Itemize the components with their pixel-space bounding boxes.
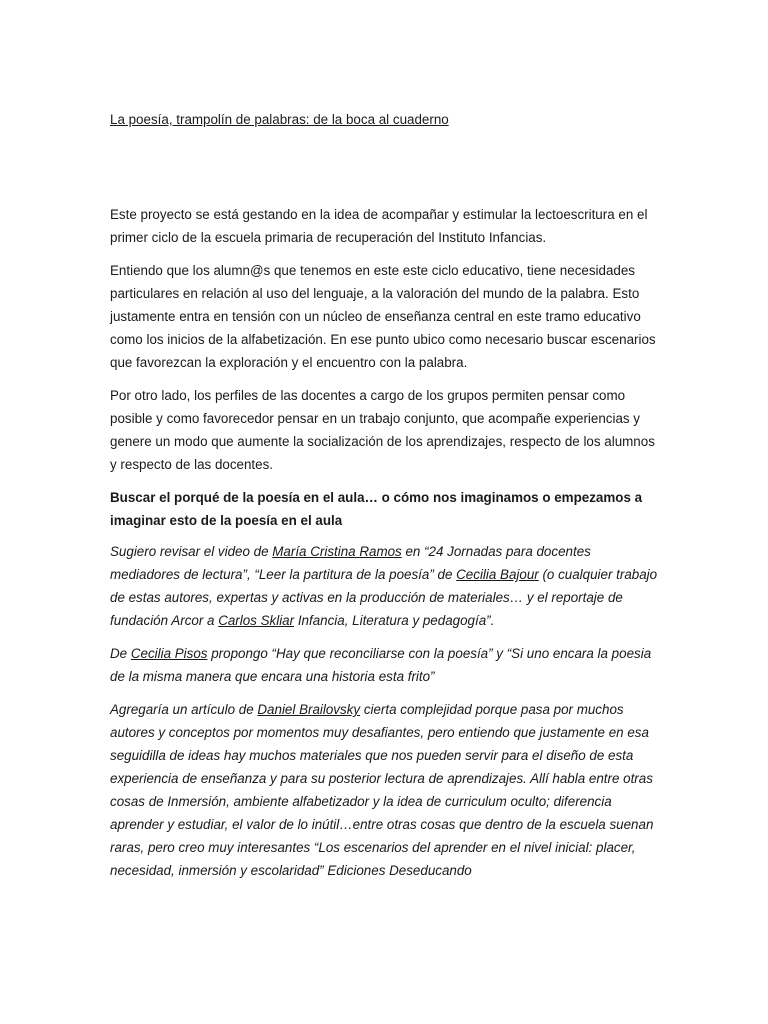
author-link-cecilia-pisos[interactable]: Cecilia Pisos bbox=[130, 646, 208, 661]
paragraph-teachers: Por otro lado, los perfiles de las docentes a cargo de los grupos permiten pensar como posible y como favorecedor pensar en un trabajo conjunto, que acompañe experiencias y genere un modo que aumente la socialización de los aprendizajes, respecto de los alumnos y respecto de las docentes. bbox=[110, 388, 655, 472]
author-link-cecilia-bajour[interactable]: Cecilia Bajour bbox=[456, 567, 539, 582]
paragraph-brailovsky bbox=[110, 698, 662, 882]
text-segment: cierta complejidad porque pasa por muchos autores y conceptos por momentos muy desafiantes, pero entiendo que justamente en esa seguidilla de ideas hay muchos materiales que nos pueden servir para el diseño de esta experiencia de enseñanza y para su posterior lectura de aprendizajes. Allí habla entre otras cosas de Inmersión, ambiente alfabetizador y la idea de curriculum oculto; diferencia aprender y estudiar, el valor de lo inútil…entre otras cosas que dentro de la escuela suenan raras, pero creo muy interesantes “Los escenarios del aprender en el nivel inicial: placer, necesidad, inmersión y escolaridad” Ediciones Deseducando bbox=[110, 702, 654, 878]
paragraph-intro: Este proyecto se está gestando en la idea de acompañar y estimular la lectoescritura en el primer ciclo de la escuela primaria de recuperación del Instituto Infancias. bbox=[110, 207, 648, 245]
document-title: La poesía, trampolín de palabras: de la boca al cuaderno bbox=[110, 112, 449, 127]
text-segment: en “24 Jornadas para docentes mediadores de lectura”, “Leer la partitura de la poesía” de bbox=[110, 544, 591, 582]
paragraph-references bbox=[110, 540, 662, 632]
paragraph-students: Entiendo que los alumn@s que tenemos en este este ciclo educativo, tiene necesidades particulares en relación al uso del lenguaje, a la valoración del mundo de la palabra. Esto justamente entra en tensión con un núcleo de enseñanza central en este tramo educativo como los inicios de la alfabetización. En ese punto ubico como necesario buscar escenarios que favorezcan la exploración y el encuentro con la palabra. bbox=[110, 263, 656, 370]
text-segment: Infancia, Literatura y pedagogía”. bbox=[294, 613, 495, 628]
section-heading: Buscar el porqué de la poesía en el aula… o cómo nos imaginamos o empezamos a imaginar esto de la poesía en el aula bbox=[110, 490, 643, 528]
text-segment: De bbox=[110, 646, 131, 661]
author-link-carlos-skliar[interactable]: Carlos Skliar bbox=[218, 613, 295, 628]
document-page bbox=[110, 110, 662, 892]
text-segment: Sugiero revisar el video de bbox=[110, 544, 273, 559]
text-segment: propongo “Hay que reconciliarse con la poesía” y “Si uno encara la poesia de la misma manera que encara una historia esta frito” bbox=[110, 646, 652, 684]
paragraph-pisos bbox=[110, 642, 662, 688]
text-segment: (o cualquier trabajo de estas autores, expertas y activas en la producción de materiales… y el reportaje de fundación Arcor a bbox=[110, 567, 658, 628]
author-link-daniel-brailovsky[interactable]: Daniel Brailovsky bbox=[257, 702, 361, 717]
text-segment: Agregaría un artículo de bbox=[110, 702, 258, 717]
author-link-maria-cristina-ramos[interactable]: María Cristina Ramos bbox=[272, 544, 402, 559]
